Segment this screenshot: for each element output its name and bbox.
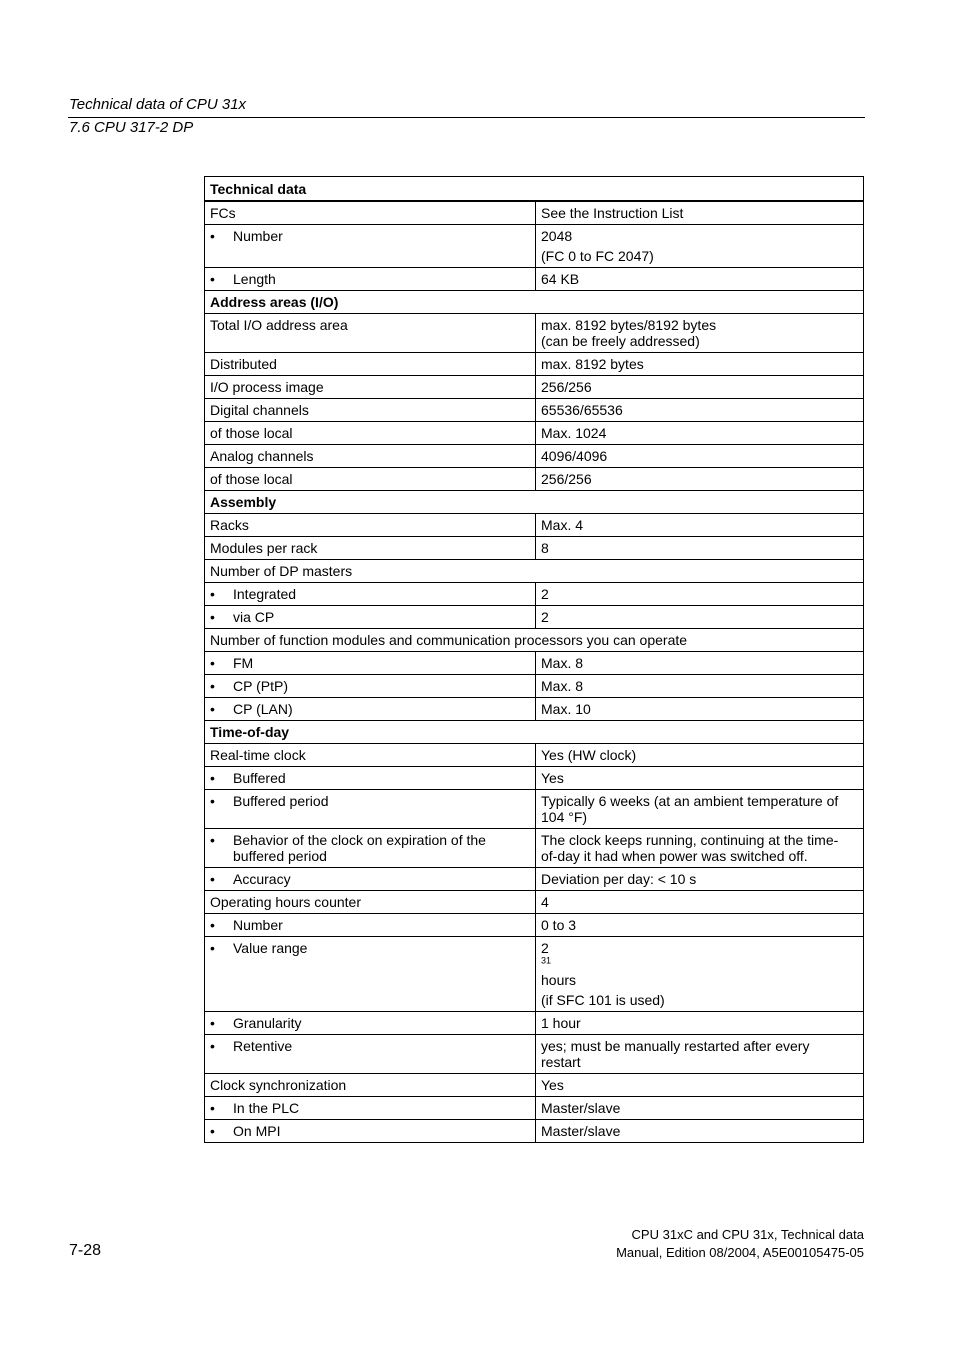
bullet-label: • Value range: [210, 940, 530, 956]
table-row: [205, 560, 864, 583]
table-row: [205, 1074, 864, 1097]
row-value: 64 KB: [536, 268, 864, 291]
bullet-label: • Number: [210, 917, 530, 933]
section-heading: Address areas (I/O): [205, 291, 864, 314]
table-row: [205, 399, 864, 422]
row-value: The clock keeps running, continuing at the time- of-day it had when power was switched off.: [536, 829, 864, 868]
row-value: Yes: [536, 767, 864, 790]
row-value: 65536/65536: [536, 399, 864, 422]
row-value: Typically 6 weeks (at an ambient temperature of 104 °F): [536, 790, 864, 829]
table-title-row: [205, 177, 864, 202]
row-label: [205, 225, 536, 268]
row-label: Analog channels: [205, 445, 536, 468]
row-label: Distributed: [205, 353, 536, 376]
running-header-section: 7.6 CPU 317-2 DP: [69, 119, 194, 136]
row-label: [205, 698, 536, 721]
table-row: [205, 1097, 864, 1120]
document-edition: Manual, Edition 08/2004, A5E00105475-05: [616, 1245, 864, 1260]
row-value: Max. 4: [536, 514, 864, 537]
table-row: [205, 376, 864, 399]
row-value: Max. 8: [536, 652, 864, 675]
row-label: Racks: [205, 514, 536, 537]
row-value: Max. 1024: [536, 422, 864, 445]
bullet-label: • Behavior of the clock on expiration of the buffered period: [210, 832, 530, 864]
row-value: Master/slave: [536, 1097, 864, 1120]
bullet-label: • Accuracy: [210, 871, 530, 887]
row-label: [205, 1035, 536, 1074]
row-value: 256/256: [536, 468, 864, 491]
row-value: Master/slave: [536, 1120, 864, 1143]
bullet-label: • Buffered period: [210, 793, 530, 809]
row-label: Clock synchronization: [205, 1074, 536, 1097]
bullet-label: • Integrated: [210, 586, 530, 602]
row-value: 4096/4096: [536, 445, 864, 468]
row-value: [536, 937, 864, 1012]
row-label: [205, 268, 536, 291]
row-value: Yes: [536, 1074, 864, 1097]
bullet-label: • via CP: [210, 609, 530, 625]
row-value: 4: [536, 891, 864, 914]
table-row: [205, 537, 864, 560]
row-label: of those local: [205, 468, 536, 491]
table-row: [205, 698, 864, 721]
section-heading: Assembly: [205, 491, 864, 514]
table-row: [205, 314, 864, 353]
bullet-label: • FM: [210, 655, 530, 671]
row-value: 8: [536, 537, 864, 560]
technical-data-table: [204, 176, 864, 1143]
running-header-chapter: Technical data of CPU 31x: [69, 96, 247, 113]
power-exponent: 31: [541, 955, 552, 966]
table-row: [205, 268, 864, 291]
header-rule: [68, 117, 865, 118]
power-base: 2: [541, 940, 549, 956]
page-number: 7-28: [69, 1242, 102, 1259]
row-spanning-label: Number of DP masters: [205, 560, 864, 583]
table-row: [205, 767, 864, 790]
table-row: [205, 914, 864, 937]
row-label: [205, 829, 536, 868]
bullet-label: • Granularity: [210, 1015, 530, 1031]
table-row: [205, 514, 864, 537]
table-row: [205, 1120, 864, 1143]
row-label: Digital channels: [205, 399, 536, 422]
value-line: (FC 0 to FC 2047): [541, 248, 654, 264]
bullet-label: • In the PLC: [210, 1100, 530, 1116]
table-row: [205, 606, 864, 629]
row-value: Max. 8: [536, 675, 864, 698]
section-heading: Time-of-day: [205, 721, 864, 744]
row-value: max. 8192 bytes: [536, 353, 864, 376]
table-row: [205, 201, 864, 225]
table-row: [205, 868, 864, 891]
row-label: [205, 583, 536, 606]
table-row: [205, 1035, 864, 1074]
row-label: Modules per rack: [205, 537, 536, 560]
row-label: [205, 1120, 536, 1143]
row-label: [205, 767, 536, 790]
table-row: [205, 1012, 864, 1035]
bullet-label: • CP (PtP): [210, 678, 530, 694]
row-label: [205, 914, 536, 937]
bullet-label: • CP (LAN): [210, 701, 530, 717]
row-value: Max. 10: [536, 698, 864, 721]
bullet-label: • On MPI: [210, 1123, 530, 1139]
section-row: [205, 491, 864, 514]
table-row: [205, 652, 864, 675]
row-label: of those local: [205, 422, 536, 445]
table-row: [205, 225, 864, 268]
row-label: [205, 1097, 536, 1120]
section-row: [205, 291, 864, 314]
row-label: FCs: [205, 201, 536, 225]
row-label: Operating hours counter: [205, 891, 536, 914]
power-unit: hours: [541, 972, 577, 988]
bullet-label: • Buffered: [210, 770, 530, 786]
bullet-label: • Retentive: [210, 1038, 530, 1054]
table-title: Technical data: [205, 177, 864, 202]
document-info: [616, 1226, 864, 1262]
row-value: Deviation per day: < 10 s: [536, 868, 864, 891]
table-row: [205, 422, 864, 445]
row-label: [205, 868, 536, 891]
row-value: See the Instruction List: [536, 201, 864, 225]
row-label: [205, 937, 536, 1012]
table-row: [205, 744, 864, 767]
row-label: [205, 1012, 536, 1035]
row-label: Total I/O address area: [205, 314, 536, 353]
row-value: 0 to 3: [536, 914, 864, 937]
table-row: [205, 353, 864, 376]
table-row: [205, 891, 864, 914]
row-label: [205, 790, 536, 829]
table-row: [205, 829, 864, 868]
row-label: Real-time clock: [205, 744, 536, 767]
table-row: [205, 937, 864, 1012]
row-value: 2: [536, 606, 864, 629]
row-value: 256/256: [536, 376, 864, 399]
table-row: [205, 445, 864, 468]
row-label: I/O process image: [205, 376, 536, 399]
table-row: [205, 468, 864, 491]
table-row: [205, 629, 864, 652]
row-spanning-label: Number of function modules and communication processors you can operate: [205, 629, 864, 652]
document-title: CPU 31xC and CPU 31x, Technical data: [631, 1227, 864, 1242]
row-label: [205, 675, 536, 698]
row-label: [205, 652, 536, 675]
bullet-label: • Number: [210, 228, 530, 244]
bullet-label: • Length: [210, 271, 530, 287]
value-line: 2048: [541, 228, 573, 244]
table-row: [205, 583, 864, 606]
row-value: Yes (HW clock): [536, 744, 864, 767]
row-value: 1 hour: [536, 1012, 864, 1035]
row-value: 2: [536, 583, 864, 606]
row-value: max. 8192 bytes/8192 bytes (can be freely addressed): [536, 314, 864, 353]
value-line: [541, 940, 858, 988]
row-value: yes; must be manually restarted after every restart: [536, 1035, 864, 1074]
table-row: [205, 790, 864, 829]
table-row: [205, 675, 864, 698]
row-label: [205, 606, 536, 629]
row-value: [536, 225, 864, 268]
value-line: (if SFC 101 is used): [541, 992, 665, 1008]
section-row: [205, 721, 864, 744]
